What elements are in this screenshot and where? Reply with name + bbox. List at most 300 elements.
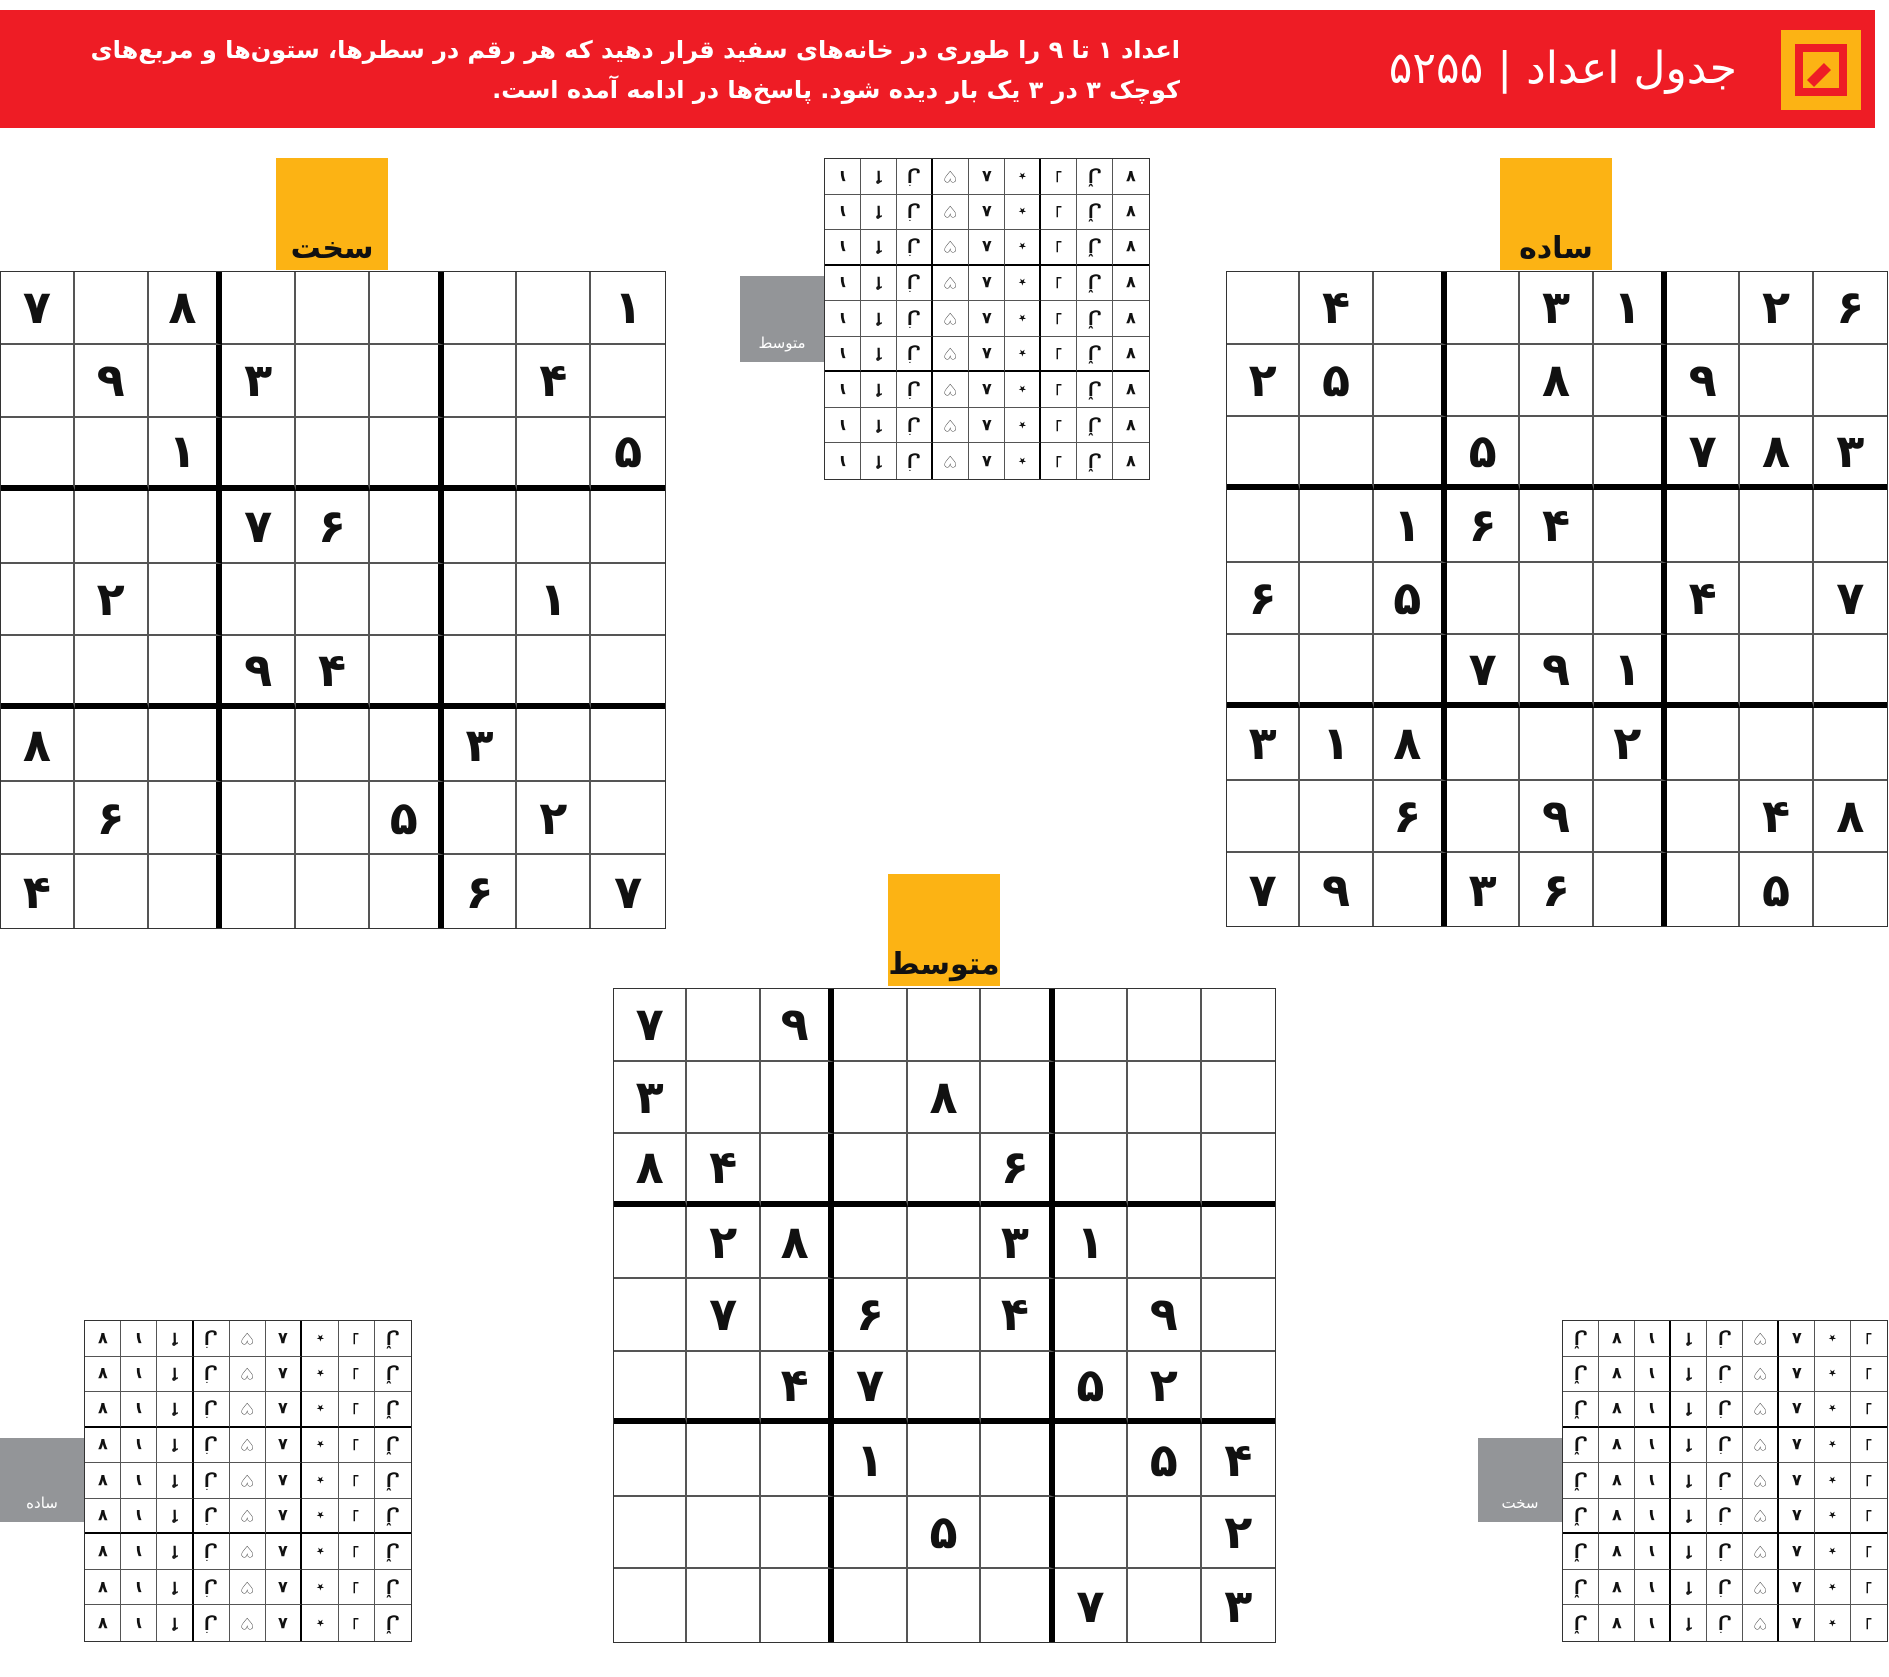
sudoku-cell <box>230 1321 266 1357</box>
sudoku-cell <box>969 159 1005 195</box>
answer-glyph-icon: ڶ <box>204 1577 219 1597</box>
sudoku-cell <box>1202 1134 1275 1207</box>
sudoku-cell: ۷ <box>1055 1569 1128 1642</box>
answer-glyph-icon: ˩ <box>1865 1506 1873 1526</box>
sudoku-cell <box>1128 1062 1201 1135</box>
sudoku-cell <box>1041 266 1077 302</box>
sudoku-cell <box>1599 1321 1635 1357</box>
sudoku-cell <box>933 159 969 195</box>
answer-glyph-icon: ٱ <box>1683 1470 1694 1490</box>
sudoku-cell <box>517 418 591 491</box>
answer-glyph-icon: ڵ <box>385 1399 400 1419</box>
sudoku-cell <box>1779 1570 1815 1606</box>
answer-glyph-icon: ڵ <box>1573 1328 1588 1348</box>
sudoku-cell <box>591 636 665 709</box>
answer-glyph-icon: ڶ <box>1717 1435 1732 1455</box>
answer-glyph-icon: ٧ <box>1611 1435 1622 1455</box>
sudoku-cell: ۱ <box>1300 708 1373 781</box>
sudoku-cell <box>614 1424 687 1497</box>
sudoku-cell <box>157 1428 193 1464</box>
sudoku-cell <box>1005 408 1041 444</box>
sudoku-cell: ۶ <box>1814 272 1887 345</box>
sudoku-cell <box>302 1392 338 1428</box>
answer-glyph-icon: ڶ <box>204 1506 219 1526</box>
sudoku-cell <box>1671 1357 1707 1393</box>
sudoku-cell <box>1814 708 1887 781</box>
answer-glyph-icon: ♡ <box>240 1613 255 1633</box>
sudoku-cell <box>339 1499 375 1535</box>
sudoku-cell <box>969 230 1005 266</box>
answer-glyph-icon: ٨ <box>278 1470 289 1490</box>
answer-glyph-icon: ٱ <box>1683 1613 1694 1633</box>
sudoku-cell <box>969 195 1005 231</box>
answer-glyph-icon: ٨ <box>981 380 992 400</box>
sudoku-cell <box>1743 1499 1779 1535</box>
sudoku-cell <box>339 1392 375 1428</box>
sudoku-cell <box>897 372 933 408</box>
answer-glyph-icon: ♡ <box>1752 1470 1768 1490</box>
sudoku-cell <box>1594 853 1667 926</box>
sudoku-cell: ۶ <box>75 782 149 855</box>
sudoku-cell <box>121 1392 157 1428</box>
sudoku-cell: ۷ <box>1227 853 1300 926</box>
answer-glyph-icon: ♡ <box>1752 1364 1768 1384</box>
sudoku-cell <box>85 1605 121 1641</box>
answer-glyph-icon: ˩ <box>1054 380 1063 400</box>
sudoku-cell <box>1671 1392 1707 1428</box>
sudoku-cell <box>1077 230 1113 266</box>
sudoku-cell <box>1815 1463 1851 1499</box>
answer-glyph-icon: ٱ <box>169 1506 180 1526</box>
sudoku-cell: ۶ <box>1520 853 1593 926</box>
sudoku-cell: ۴ <box>761 1352 834 1425</box>
sudoku-cell <box>1202 1207 1275 1280</box>
sudoku-cell <box>687 1062 760 1135</box>
answer-glyph-icon: ٨ <box>981 202 992 222</box>
sudoku-cell <box>1077 195 1113 231</box>
sudoku-cell <box>1743 1534 1779 1570</box>
answer-glyph-icon: ٧ <box>97 1577 108 1597</box>
answer-glyph-icon: ٭ <box>1017 415 1027 435</box>
sudoku-cell <box>825 372 861 408</box>
sudoku-cell <box>1300 490 1373 563</box>
answer-glyph-icon: ٱ <box>1683 1364 1694 1384</box>
header-banner <box>0 10 1875 128</box>
sudoku-cell <box>370 272 444 345</box>
sudoku-cell <box>897 230 933 266</box>
answer-glyph-icon: ڶ <box>204 1542 219 1562</box>
answer-glyph-icon: ٭ <box>315 1506 325 1526</box>
sudoku-cell <box>444 491 518 564</box>
answer-glyph-icon: ˩ <box>1865 1328 1873 1348</box>
answer-glyph-icon: ١ <box>1647 1577 1657 1597</box>
sudoku-cell <box>933 372 969 408</box>
sudoku-cell <box>1055 1279 1128 1352</box>
answer-grid-easy <box>84 1320 412 1642</box>
sudoku-cell <box>1128 1497 1201 1570</box>
sudoku-cell <box>375 1428 411 1464</box>
sudoku-cell <box>614 1569 687 1642</box>
sudoku-cell <box>1671 1428 1707 1464</box>
sudoku-cell <box>302 1534 338 1570</box>
answer-glyph-icon: ٱ <box>1683 1542 1694 1562</box>
sudoku-cell <box>1635 1357 1671 1393</box>
answer-glyph-icon: ڵ <box>385 1506 400 1526</box>
sudoku-cell: ۹ <box>1667 345 1740 418</box>
sudoku-cell <box>75 272 149 345</box>
answer-glyph-icon: ٨ <box>981 308 992 328</box>
sudoku-cell <box>861 408 897 444</box>
answer-glyph-icon: ٧ <box>1126 380 1136 400</box>
answer-glyph-icon: ♡ <box>1752 1613 1768 1633</box>
sudoku-cell <box>444 564 518 637</box>
sudoku-cell <box>222 564 296 637</box>
sudoku-cell: ۷ <box>834 1352 907 1425</box>
sudoku-cell <box>302 1428 338 1464</box>
answer-glyph-icon: ٨ <box>278 1506 289 1526</box>
sudoku-cell: ۷ <box>687 1279 760 1352</box>
answer-glyph-icon: ڵ <box>1573 1470 1588 1490</box>
answer-glyph-icon: ˩ <box>1054 415 1063 435</box>
answer-glyph-icon: ♡ <box>240 1470 255 1490</box>
sudoku-cell <box>75 418 149 491</box>
answer-glyph-icon: ١ <box>133 1435 144 1455</box>
answer-glyph-icon: ڵ <box>1087 380 1102 400</box>
answer-glyph-icon: ٱ <box>169 1399 180 1419</box>
sudoku-cell: ۸ <box>149 272 223 345</box>
sudoku-cell <box>517 272 591 345</box>
sudoku-cell <box>1202 1279 1275 1352</box>
sudoku-cell <box>222 782 296 855</box>
answer-glyph-icon: ٧ <box>1126 202 1136 222</box>
answer-glyph-icon: ٭ <box>1017 237 1027 257</box>
answer-glyph-icon: ڵ <box>1087 166 1102 186</box>
sudoku-cell <box>1113 301 1149 337</box>
answer-glyph-icon: ٱ <box>1683 1577 1694 1597</box>
sudoku-cell <box>157 1499 193 1535</box>
answer-glyph-icon: ١ <box>837 273 848 293</box>
sudoku-cell <box>908 1424 981 1497</box>
sudoku-cell <box>121 1499 157 1535</box>
sudoku-cell <box>1563 1428 1599 1464</box>
sudoku-cell <box>1814 490 1887 563</box>
sudoku-cell: ۴ <box>296 636 370 709</box>
sudoku-cell: ۸ <box>908 1062 981 1135</box>
sudoku-cell <box>1041 230 1077 266</box>
sudoku-cell: ۳ <box>1227 708 1300 781</box>
answer-glyph-icon: ♡ <box>240 1506 255 1526</box>
sudoku-cell <box>1128 1569 1201 1642</box>
sudoku-cell <box>687 1352 760 1425</box>
answer-glyph-icon: ڵ <box>385 1470 400 1490</box>
sudoku-cell <box>897 301 933 337</box>
answer-glyph-icon: ٭ <box>315 1328 325 1348</box>
sudoku-cell <box>1635 1570 1671 1606</box>
sudoku-cell <box>266 1570 302 1606</box>
answer-glyph-icon: ٧ <box>1611 1470 1622 1490</box>
answer-glyph-icon: ڶ <box>204 1328 219 1348</box>
sudoku-cell <box>1113 195 1149 231</box>
answer-glyph-icon: ♡ <box>943 166 958 186</box>
sudoku-cell <box>222 418 296 491</box>
sudoku-cell: ۵ <box>591 418 665 491</box>
sudoku-cell <box>517 491 591 564</box>
answer-glyph-icon: ڵ <box>1087 308 1102 328</box>
sudoku-cell <box>375 1463 411 1499</box>
answer-glyph-icon: ڶ <box>1717 1506 1732 1526</box>
sudoku-cell <box>1041 408 1077 444</box>
answer-glyph-icon: ♡ <box>943 273 958 293</box>
sudoku-cell: ۴ <box>1520 490 1593 563</box>
sudoku-cell <box>969 266 1005 302</box>
sudoku-cell <box>591 782 665 855</box>
sudoku-cell: ۸ <box>1 709 75 782</box>
sudoku-cell <box>591 491 665 564</box>
sudoku-cell <box>1815 1392 1851 1428</box>
sudoku-cell <box>1815 1357 1851 1393</box>
answer-glyph-icon: ٧ <box>1126 273 1136 293</box>
answer-glyph-icon: ٨ <box>981 415 992 435</box>
sudoku-cell <box>370 418 444 491</box>
answer-glyph-icon: ˩ <box>1865 1364 1873 1384</box>
answer-glyph-icon: ١ <box>1647 1364 1657 1384</box>
answer-glyph-icon: ٱ <box>169 1470 180 1490</box>
sudoku-cell <box>1563 1570 1599 1606</box>
sudoku-cell <box>266 1357 302 1393</box>
sudoku-cell <box>1707 1534 1743 1570</box>
answer-glyph-icon: ٱ <box>1683 1435 1694 1455</box>
answer-glyph-icon: ٱ <box>1683 1328 1694 1348</box>
sudoku-cell: ۴ <box>687 1134 760 1207</box>
sudoku-cell <box>1113 230 1149 266</box>
sudoku-cell <box>85 1499 121 1535</box>
answer-glyph-icon: ˩ <box>352 1577 361 1597</box>
answer-glyph-icon: ٧ <box>97 1399 108 1419</box>
answer-glyph-icon: ♡ <box>1752 1506 1768 1526</box>
sudoku-cell: ۲ <box>1202 1497 1275 1570</box>
answer-glyph-icon: ٧ <box>1611 1577 1622 1597</box>
sudoku-cell <box>933 337 969 373</box>
sudoku-cell <box>933 443 969 479</box>
sudoku-cell <box>1128 989 1201 1062</box>
sudoku-cell <box>1128 1207 1201 1280</box>
sudoku-cell <box>981 1497 1054 1570</box>
answer-glyph-icon: ٭ <box>1828 1542 1837 1562</box>
sudoku-cell <box>834 1207 907 1280</box>
answer-glyph-icon: ٧ <box>1126 415 1136 435</box>
answer-glyph-icon: ١ <box>837 415 848 435</box>
answer-glyph-icon: ٱ <box>169 1577 180 1597</box>
answer-glyph-icon: ٱ <box>169 1435 180 1455</box>
answer-glyph-icon: ♡ <box>943 237 958 257</box>
sudoku-cell <box>1740 490 1813 563</box>
sudoku-cell <box>157 1392 193 1428</box>
sudoku-cell <box>1635 1534 1671 1570</box>
sudoku-cell <box>149 491 223 564</box>
sudoku-cell <box>825 230 861 266</box>
sudoku-cell <box>614 1279 687 1352</box>
sudoku-cell <box>687 1424 760 1497</box>
answer-easy-tab: ساده <box>0 1438 84 1522</box>
sudoku-cell <box>614 1207 687 1280</box>
sudoku-cell <box>1779 1428 1815 1464</box>
answer-glyph-icon: ٭ <box>315 1364 325 1384</box>
sudoku-cell <box>121 1570 157 1606</box>
sudoku-cell <box>1374 272 1447 345</box>
sudoku-cell <box>861 195 897 231</box>
sudoku-cell <box>761 1062 834 1135</box>
sudoku-cell: ۹ <box>1128 1279 1201 1352</box>
sudoku-cell <box>75 855 149 928</box>
answer-glyph-icon: ڵ <box>1573 1364 1588 1384</box>
sudoku-cell <box>897 337 933 373</box>
sudoku-cell <box>1599 1534 1635 1570</box>
sudoku-cell <box>1520 563 1593 636</box>
answer-glyph-icon: ١ <box>133 1470 144 1490</box>
sudoku-cell <box>194 1605 230 1641</box>
sudoku-cell <box>121 1428 157 1464</box>
sudoku-cell: ۹ <box>1520 635 1593 708</box>
sudoku-cell <box>1300 563 1373 636</box>
sudoku-cell <box>825 159 861 195</box>
answer-glyph-icon: ١ <box>133 1328 144 1348</box>
sudoku-cell <box>591 345 665 418</box>
sudoku-cell <box>1447 708 1520 781</box>
sudoku-cell <box>969 337 1005 373</box>
sudoku-cell <box>1671 1499 1707 1535</box>
answer-glyph-icon: ˩ <box>1865 1399 1873 1419</box>
answer-glyph-icon: ٨ <box>278 1364 289 1384</box>
sudoku-cell <box>370 709 444 782</box>
answer-glyph-icon: ١ <box>1647 1542 1657 1562</box>
sudoku-cell <box>1041 301 1077 337</box>
sudoku-cell <box>1851 1428 1887 1464</box>
sudoku-cell: ۶ <box>444 855 518 928</box>
sudoku-cell <box>230 1463 266 1499</box>
answer-glyph-icon: ٧ <box>1126 308 1136 328</box>
answer-glyph-icon: ڶ <box>1717 1399 1732 1419</box>
answer-glyph-icon: ڵ <box>385 1577 400 1597</box>
sudoku-cell: ۳ <box>1520 272 1593 345</box>
answer-glyph-icon: ڵ <box>1573 1435 1588 1455</box>
sudoku-cell <box>1635 1463 1671 1499</box>
sudoku-cell: ۸ <box>1374 708 1447 781</box>
sudoku-cell: ۲ <box>1740 272 1813 345</box>
sudoku-cell <box>517 709 591 782</box>
answer-glyph-icon: ١ <box>1647 1506 1657 1526</box>
sudoku-cell <box>825 337 861 373</box>
sudoku-cell <box>375 1499 411 1535</box>
answer-glyph-icon: ˩ <box>1054 166 1063 186</box>
sudoku-cell <box>897 266 933 302</box>
sudoku-cell <box>85 1428 121 1464</box>
answer-glyph-icon: ٭ <box>1017 380 1027 400</box>
sudoku-cell <box>834 1062 907 1135</box>
sudoku-cell <box>230 1570 266 1606</box>
answer-glyph-icon: ٨ <box>981 237 992 257</box>
answer-glyph-icon: ٱ <box>873 415 884 435</box>
sudoku-cell <box>1851 1357 1887 1393</box>
sudoku-cell <box>375 1321 411 1357</box>
sudoku-cell <box>1520 708 1593 781</box>
sudoku-cell <box>1779 1357 1815 1393</box>
sudoku-cell <box>1851 1321 1887 1357</box>
answer-glyph-icon: ٨ <box>1791 1328 1802 1348</box>
sudoku-cell <box>370 636 444 709</box>
sudoku-cell <box>1563 1499 1599 1535</box>
sudoku-cell <box>194 1392 230 1428</box>
answer-glyph-icon: ڵ <box>1087 415 1102 435</box>
answer-glyph-icon: ٱ <box>1683 1506 1694 1526</box>
sudoku-cell <box>302 1570 338 1606</box>
sudoku-cell <box>1202 1062 1275 1135</box>
sudoku-cell <box>375 1570 411 1606</box>
answer-glyph-icon: ٭ <box>315 1542 325 1562</box>
sudoku-cell <box>908 989 981 1062</box>
answer-glyph-icon: ١ <box>133 1542 144 1562</box>
answer-grid-medium <box>824 158 1150 480</box>
sudoku-cell <box>222 272 296 345</box>
answer-glyph-icon: ٧ <box>1611 1364 1622 1384</box>
sudoku-cell <box>1667 781 1740 854</box>
answer-glyph-icon: ٱ <box>873 344 884 364</box>
sudoku-cell <box>1041 195 1077 231</box>
sudoku-cell <box>375 1534 411 1570</box>
sudoku-cell: ۴ <box>1740 781 1813 854</box>
answer-glyph-icon: ١ <box>133 1399 144 1419</box>
sudoku-cell <box>1635 1428 1671 1464</box>
sudoku-cell: ۱ <box>149 418 223 491</box>
sudoku-cell <box>1599 1392 1635 1428</box>
sudoku-cell: ۶ <box>296 491 370 564</box>
answer-glyph-icon: ٨ <box>1791 1435 1802 1455</box>
sudoku-cell <box>1005 230 1041 266</box>
answer-glyph-icon: ٨ <box>981 273 992 293</box>
sudoku-cell <box>825 195 861 231</box>
sudoku-cell <box>1113 443 1149 479</box>
answer-glyph-icon: ڶ <box>204 1613 219 1633</box>
sudoku-cell <box>157 1463 193 1499</box>
sudoku-cell <box>222 709 296 782</box>
sudoku-cell <box>1113 372 1149 408</box>
sudoku-cell <box>1563 1357 1599 1393</box>
sudoku-cell <box>230 1499 266 1535</box>
answer-glyph-icon: ڶ <box>907 380 921 400</box>
sudoku-cell <box>1227 417 1300 490</box>
answer-glyph-icon: ٧ <box>97 1435 108 1455</box>
sudoku-cell <box>157 1321 193 1357</box>
answer-glyph-icon: ˩ <box>1865 1577 1873 1597</box>
sudoku-cell <box>230 1605 266 1641</box>
answer-glyph-icon: ڶ <box>1717 1542 1732 1562</box>
sudoku-cell <box>194 1428 230 1464</box>
sudoku-cell: ۲ <box>1227 345 1300 418</box>
sudoku-cell <box>302 1499 338 1535</box>
sudoku-cell <box>296 345 370 418</box>
sudoku-cell <box>1814 853 1887 926</box>
sudoku-cell <box>1779 1463 1815 1499</box>
sudoku-cell: ۵ <box>1300 345 1373 418</box>
sudoku-cell: ۶ <box>981 1134 1054 1207</box>
answer-glyph-icon: ڶ <box>907 344 921 364</box>
sudoku-cell: ۷ <box>1447 635 1520 708</box>
sudoku-cell <box>1227 272 1300 345</box>
sudoku-cell <box>302 1463 338 1499</box>
sudoku-cell <box>1815 1534 1851 1570</box>
sudoku-cell <box>149 345 223 418</box>
sudoku-cell <box>75 709 149 782</box>
sudoku-cell <box>370 855 444 928</box>
